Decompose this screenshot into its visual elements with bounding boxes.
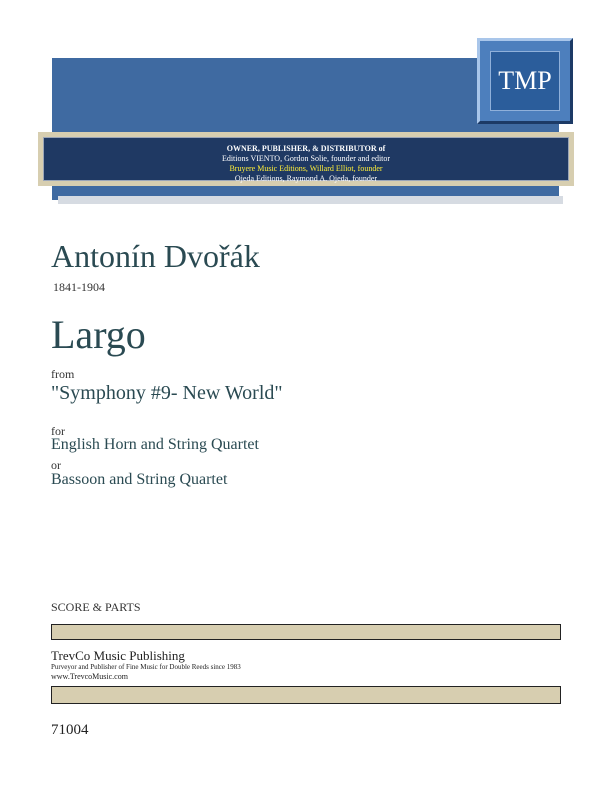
instrumentation-english-horn: English Horn and String Quartet [51, 436, 259, 453]
or-label: or [51, 458, 61, 472]
from-label: from [51, 367, 75, 381]
tmp-logo [477, 38, 573, 124]
publisher-line-bruyere: Bruyere Music Editions, Willard Elliot, founder [229, 164, 383, 173]
source-work: "Symphony #9- New World" [51, 382, 283, 404]
divider-bar-top [51, 624, 561, 640]
publisher-line-owner: OWNER, PUBLISHER, & DISTRIBUTOR of [226, 144, 386, 153]
publisher-box [38, 132, 574, 186]
instrumentation-bassoon: Bassoon and String Quartet [51, 471, 228, 488]
publisher-tagline: Purveyor and Publisher of Fine Music for Double Reeds since 1983 [51, 663, 241, 671]
tmp-logo-text: TMP [490, 51, 560, 111]
publisher-line-ojeda: Ojeda Editions, Raymond A. Ojeda, founder [234, 174, 378, 183]
for-label: for [51, 424, 65, 438]
publisher-name: TrevCo Music Publishing [51, 648, 185, 663]
contents-label: SCORE & PARTS [51, 600, 141, 614]
banner-shadow [58, 196, 563, 204]
composer-name: Antonín Dvořák [51, 238, 260, 274]
publisher-box-inner [43, 137, 569, 181]
work-title: Largo [51, 312, 146, 357]
publisher-website: www.TrevcoMusic.com [51, 672, 128, 681]
divider-bar-bottom [51, 686, 561, 704]
catalog-number: 71004 [51, 722, 89, 738]
composer-dates: 1841-1904 [53, 280, 105, 294]
publisher-line-viento: Editions VIENTO, Gordon Solie, founder and editor [221, 154, 391, 163]
